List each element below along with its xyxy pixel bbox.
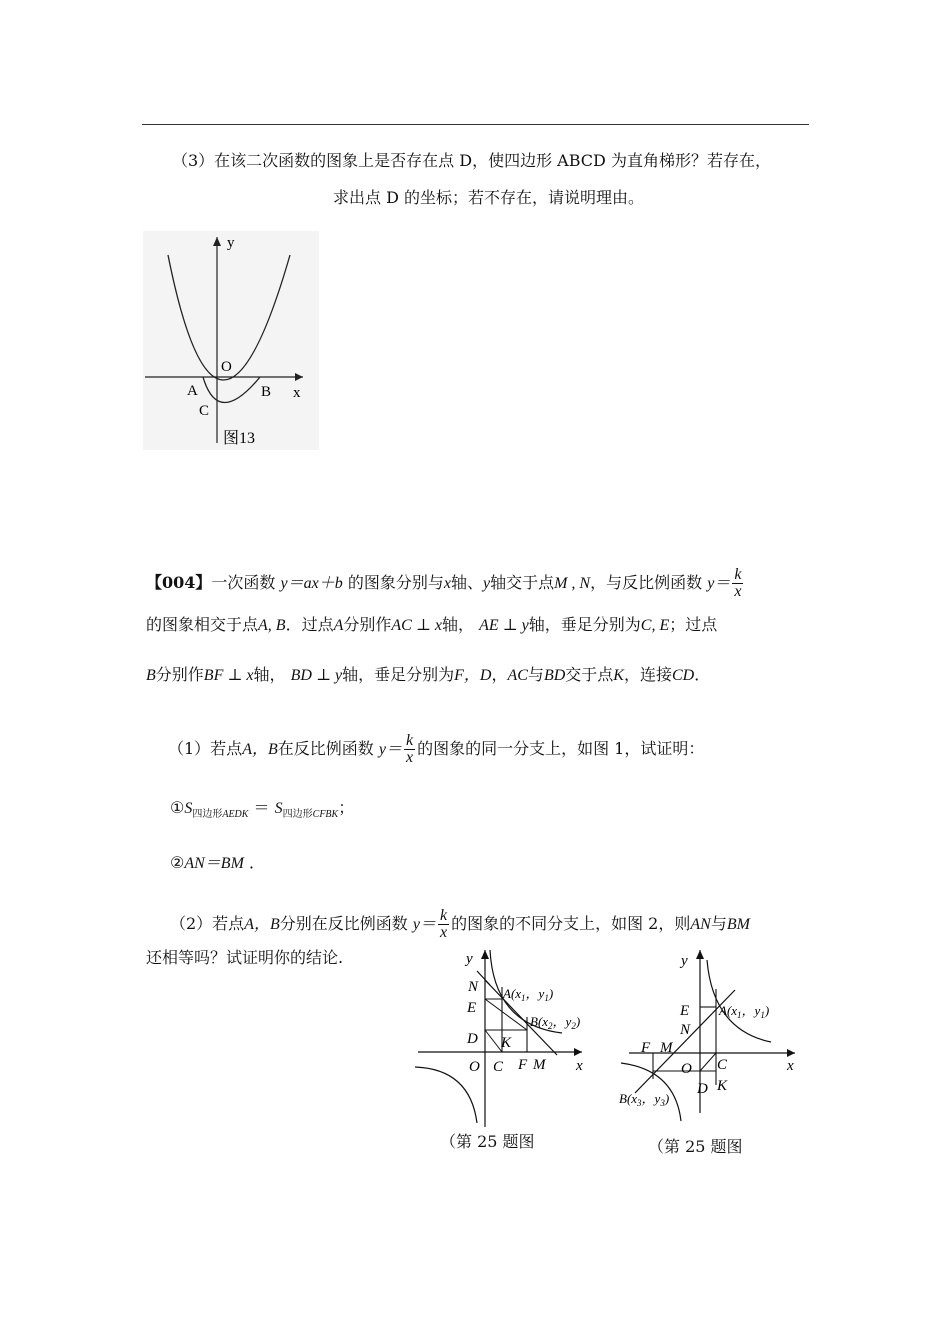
part3-line1: （3）在该二次函数的图象上是否存在点 D，使四边形 ABCD 为直角梯形？若存在， bbox=[172, 151, 771, 170]
points-ce: C, E bbox=[640, 617, 670, 634]
fig2-k-label: K bbox=[717, 1078, 728, 1094]
sub-cfbk: CFBK bbox=[312, 809, 339, 821]
frac-numerator: k bbox=[439, 907, 448, 924]
fig2-y-label: y bbox=[681, 953, 688, 969]
sub-quad: 四边形 bbox=[282, 809, 313, 821]
fig1-x-label: x bbox=[576, 1058, 583, 1074]
points-mn: M , N bbox=[554, 575, 591, 592]
segment-bm: BM bbox=[726, 916, 750, 933]
points-ab: A，B bbox=[242, 741, 278, 758]
q004-text: 分别在反比例函数 bbox=[279, 914, 408, 933]
fig1-k-label: K bbox=[501, 1035, 512, 1051]
fig2-o-label: O bbox=[681, 1061, 692, 1077]
claim-2 bbox=[170, 853, 265, 874]
frac-denominator: x bbox=[734, 583, 742, 600]
circle-2: ② bbox=[170, 853, 185, 872]
q004-text: 分别作 bbox=[155, 665, 204, 684]
q004-text: ； bbox=[338, 798, 355, 817]
points-fd: F，D bbox=[454, 667, 492, 684]
fig2-f-label: F bbox=[641, 1040, 651, 1056]
q004-text: 的图象分别与 bbox=[347, 573, 444, 592]
q004-line2 bbox=[146, 615, 717, 636]
segment-cd: CD bbox=[671, 667, 695, 684]
q004-text: （2）若点 bbox=[170, 914, 245, 933]
segment-bd: BD bbox=[543, 667, 566, 684]
q004-text: 轴，垂足分别为 bbox=[528, 615, 641, 634]
fig13-y-label: y bbox=[227, 235, 235, 251]
fig2-e-label: E bbox=[680, 1003, 690, 1019]
area-s: S bbox=[274, 800, 283, 817]
q004-text: ．过点 bbox=[285, 615, 334, 634]
q004-text: 轴， bbox=[441, 615, 474, 634]
fig2-b-label: $B(x_3$，$y_3$) bbox=[619, 1091, 670, 1108]
q004-text: 与 bbox=[527, 665, 544, 684]
fig1-d-label: D bbox=[467, 1031, 478, 1047]
fig2-n-label: N bbox=[680, 1022, 691, 1038]
q004-text: 的图象的不同分支上，如图 2，则 bbox=[451, 914, 691, 933]
inverse-y: y＝ bbox=[707, 575, 731, 592]
header-rule bbox=[142, 124, 809, 125]
figure-2 bbox=[615, 945, 805, 1135]
q004-text: ；过点 bbox=[669, 615, 718, 634]
q004-text: 与 bbox=[710, 914, 727, 933]
fig2-caption: （第 25 题图 bbox=[648, 1137, 743, 1156]
inverse-y: y＝ bbox=[412, 916, 436, 933]
q004-line3 bbox=[146, 665, 710, 686]
q004-text: 轴，垂足分别为 bbox=[342, 665, 455, 684]
q004-text: ， bbox=[491, 665, 508, 684]
fig13-b-label: B bbox=[261, 384, 272, 400]
fig13-x-label: x bbox=[293, 385, 301, 401]
var-y: y bbox=[482, 575, 491, 592]
q004-text: 交于点 bbox=[565, 665, 614, 684]
q004-text: 轴， bbox=[253, 665, 286, 684]
part2-line bbox=[170, 908, 750, 941]
fig1-m-label: M bbox=[533, 1057, 546, 1073]
fig1-c-label: C bbox=[493, 1059, 504, 1075]
fig13-caption: 图13 bbox=[223, 430, 256, 447]
q004-text: 分别作 bbox=[343, 615, 392, 634]
frac-numerator: k bbox=[405, 732, 414, 749]
q004-text: （1）若点 bbox=[168, 739, 243, 758]
fig1-e-label: E bbox=[467, 1000, 477, 1016]
circle-1: ① bbox=[170, 798, 185, 817]
bf-perp-x: BF ⊥ x bbox=[203, 667, 254, 684]
segment-an: AN bbox=[690, 916, 711, 933]
fig2-x-label: x bbox=[787, 1058, 794, 1074]
fig1-y-label: y bbox=[466, 951, 473, 967]
frac-denominator: x bbox=[405, 749, 414, 766]
figure-1 bbox=[410, 945, 595, 1130]
part2-line2: 还相等吗？试证明你的结论. bbox=[146, 948, 344, 967]
q004-text: ，连接 bbox=[623, 665, 672, 684]
fig13-o-label: O bbox=[221, 359, 232, 375]
fig1-b-label: $B(x_2$，$y_2$) bbox=[530, 1014, 581, 1031]
linear-formula: y＝ax＋b bbox=[280, 575, 343, 592]
sub-aedk: AEDK bbox=[222, 809, 249, 821]
claim-1 bbox=[170, 798, 354, 825]
fig1-n-label: N bbox=[468, 979, 479, 995]
an-equals-bm: AN＝BM bbox=[184, 855, 244, 872]
ae-perp-y: AE ⊥ y bbox=[479, 617, 529, 634]
q004-line1 bbox=[146, 567, 745, 600]
q004-text: 在反比例函数 bbox=[277, 739, 374, 758]
fig1-o-label: O bbox=[469, 1059, 480, 1075]
points-ab: A，B bbox=[244, 916, 280, 933]
fig1-f-label: F bbox=[518, 1057, 528, 1073]
area-s: S bbox=[184, 800, 193, 817]
fig2-m-label: M bbox=[660, 1040, 673, 1056]
sub-quad: 四边形 bbox=[192, 809, 223, 821]
equals: ＝ bbox=[253, 798, 270, 817]
frac-numerator: k bbox=[734, 566, 742, 583]
point-b: B bbox=[146, 667, 156, 684]
q004-text: 的图象相交于点 bbox=[146, 615, 259, 634]
fraction-k-over-x bbox=[732, 567, 743, 600]
fig1-caption: （第 25 题图 bbox=[440, 1132, 535, 1151]
q004-text: 一次函数 bbox=[211, 573, 276, 592]
ac-perp-x: AC ⊥ x bbox=[391, 617, 442, 634]
q004-text: 轴、 bbox=[450, 573, 483, 592]
figure-13 bbox=[143, 231, 319, 450]
points-ab: A, B bbox=[258, 617, 286, 634]
fig13-c-label: C bbox=[199, 403, 210, 419]
var-x: x bbox=[443, 575, 451, 592]
fraction-k-over-x bbox=[438, 908, 449, 941]
bd-perp-y: BD ⊥ y bbox=[290, 667, 343, 684]
fig2-d-label: D bbox=[697, 1081, 708, 1097]
point-k: K bbox=[613, 667, 624, 684]
point-a: A bbox=[333, 617, 344, 634]
part1-line bbox=[168, 733, 704, 766]
q004-text: ． bbox=[694, 665, 711, 684]
q004-text: ． bbox=[249, 853, 266, 872]
fig2-c-label: C bbox=[717, 1057, 728, 1073]
q004-text: ，与反比例函数 bbox=[590, 573, 703, 592]
fraction-k-over-x bbox=[404, 733, 415, 766]
frac-denominator: x bbox=[439, 924, 448, 941]
q004-text: 的图象的同一分支上，如图 1，试证明： bbox=[417, 739, 705, 758]
segment-ac: AC bbox=[507, 667, 528, 684]
fig13-a-label: A bbox=[187, 383, 198, 399]
inverse-y: y＝ bbox=[378, 741, 402, 758]
fig2-a-label: $A(x_1$，$y_1$) bbox=[719, 1003, 770, 1020]
q004-tag: 【004】 bbox=[146, 573, 212, 592]
q004-text: 轴交于点 bbox=[490, 573, 555, 592]
part3-line2: 求出点 D 的坐标；若不存在，请说明理由。 bbox=[333, 188, 645, 207]
fig1-a-label: $A(x_1$，$y_1$) bbox=[503, 986, 554, 1003]
